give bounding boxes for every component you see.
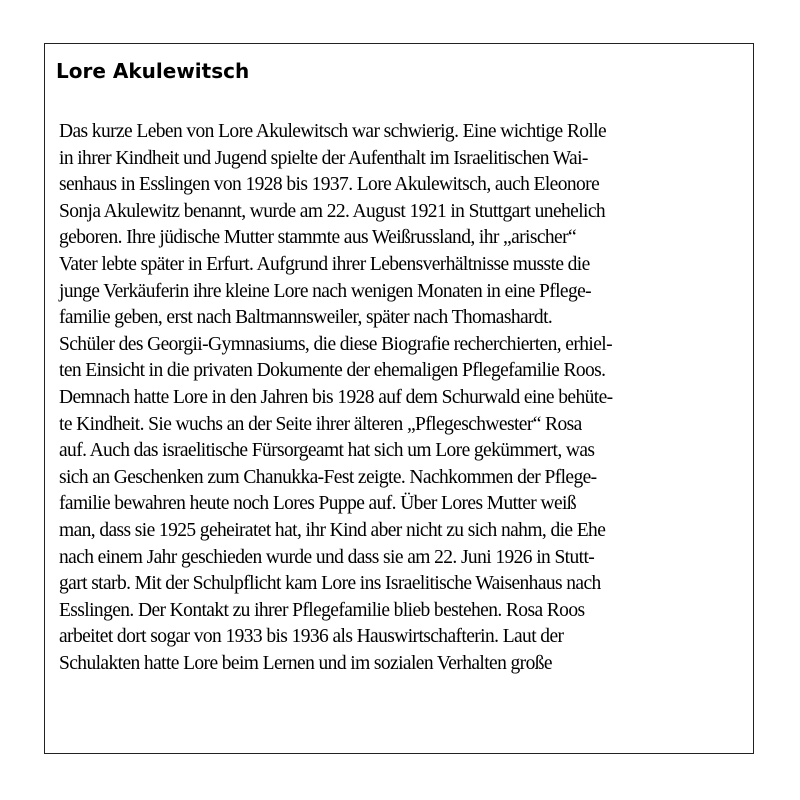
text-line: nach einem Jahr geschieden wurde und dass sie am 22. Juni 1926 in Stutt- [59,546,595,568]
text-line: geboren. Ihre jüdische Mutter stammte aus Weißrussland, ihr „arischer“ [59,227,577,249]
document-box [44,43,754,754]
text-line: Esslingen. Der Kontakt zu ihrer Pflegefamilie blieb bestehen. Rosa Roos [59,599,585,621]
document-title: Lore Akulewitsch [56,59,250,83]
text-line: in ihrer Kindheit und Jugend spielte der Aufenthalt im Israelitischen Wai- [59,147,588,169]
text-line: ten Einsicht in die privaten Dokumente der ehemaligen Pflegefamilie Roos. [59,360,606,382]
text-line: Schüler des Georgii-Gymnasiums, die diese Biografie recherchierten, erhiel- [59,333,612,355]
text-line: Schulakten hatte Lore beim Lernen und im sozialen Verhalten große [59,652,552,674]
text-line: man, dass sie 1925 geheiratet hat, ihr Kind aber nicht zu sich nahm, die Ehe [59,519,606,541]
text-line: arbeitet dort sogar von 1933 bis 1936 als Hauswirtschafterin. Laut der [59,626,564,648]
text-line: senhaus in Esslingen von 1928 bis 1937. Lore Akulewitsch, auch Eleonore [59,174,600,196]
text-line: familie geben, erst nach Baltmannsweiler, später nach Thomashardt. [59,307,553,329]
text-line: Demnach hatte Lore in den Jahren bis 1928 auf dem Schurwald eine behüte- [59,386,613,408]
text-line: te Kindheit. Sie wuchs an der Seite ihrer älteren „Pflegeschwester“ Rosa [59,413,582,435]
document-body [59,119,749,677]
text-line: Sonja Akulewitz benannt, wurde am 22. August 1921 in Stuttgart unehelich [59,200,606,222]
text-line: junge Verkäuferin ihre kleine Lore nach wenigen Monaten in eine Pflege- [59,280,592,302]
text-line: Vater lebte später in Erfurt. Aufgrund ihrer Lebensverhältnisse musste die [59,253,590,275]
text-line: auf. Auch das israelitische Fürsorgeamt hat sich um Lore gekümmert, was [59,440,595,462]
text-line: Das kurze Leben von Lore Akulewitsch war schwierig. Eine wichtige Rolle [59,121,607,142]
text-line: familie bewahren heute noch Lores Puppe auf. Über Lores Mutter weiß [59,493,576,515]
text-line: gart starb. Mit der Schulpflicht kam Lore ins Israelitische Waisenhaus nach [59,573,601,595]
text-line: sich an Geschenken zum Chanukka-Fest zeigte. Nachkommen der Pflege- [59,466,597,488]
